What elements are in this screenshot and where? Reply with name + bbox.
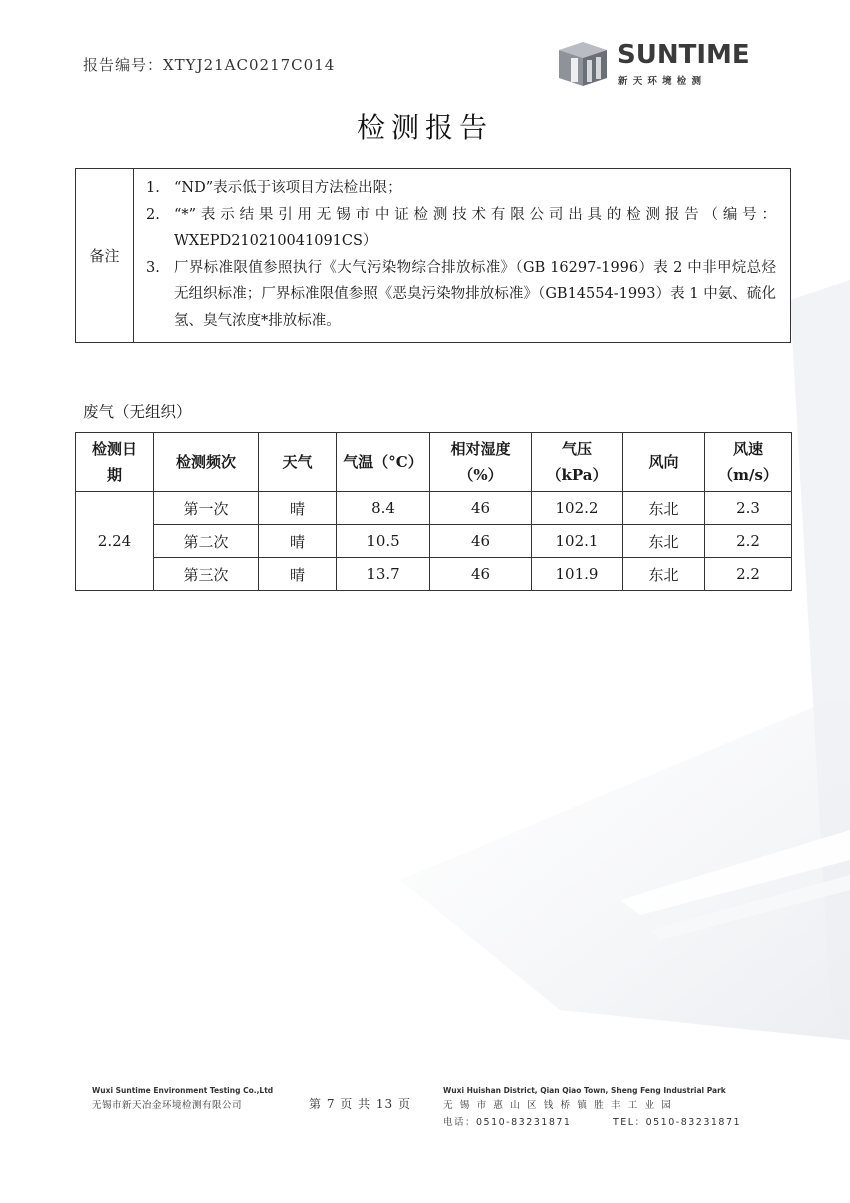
report-number: 报告编号：XTYJ21AC0217C014 [83, 56, 336, 74]
page-number: 第 7 页 共 13 页 [309, 1097, 411, 1111]
cell-pressure: 102.1 [532, 525, 623, 558]
cell-frequency: 第一次 [154, 492, 259, 525]
phone-line [443, 1114, 773, 1126]
header-frequency: 检测频次 [154, 433, 259, 492]
note-number: 1. [146, 180, 160, 196]
logo-subtext: 新天环境检测 [618, 76, 707, 87]
table-row [76, 558, 792, 591]
cell-pressure: 101.9 [532, 558, 623, 591]
company-name-en: Wuxi Suntime Environment Testing Co.,Ltd [92, 1086, 274, 1095]
header-humidity: 相对湿度 （%） [430, 433, 532, 492]
phone-en: TEL：0510-83231871 [613, 1117, 742, 1128]
cell-wind-speed: 2.2 [705, 525, 792, 558]
cell-weather: 晴 [259, 558, 337, 591]
suntime-logo-icon [555, 38, 613, 88]
cell-frequency: 第三次 [154, 558, 259, 591]
cell-wind-direction: 东北 [623, 525, 705, 558]
note-item-3 [146, 255, 776, 335]
note-number: 2. [146, 206, 160, 223]
table-row [76, 525, 792, 558]
cell-wind-direction: 东北 [623, 558, 705, 591]
cell-wind-direction: 东北 [623, 492, 705, 525]
cell-frequency: 第二次 [154, 525, 259, 558]
footer-address [443, 1086, 773, 1126]
cell-date: 2.24 [76, 492, 154, 591]
note-text: “ND”表示低于该项目方法检出限； [174, 180, 402, 196]
logo-text: SUNTIME [617, 40, 750, 70]
page-title: 检测报告 [356, 111, 493, 144]
company-name-cn: 无锡市新天冶金环境检测有限公司 [92, 1100, 243, 1111]
header-weather: 天气 [259, 433, 337, 492]
section-title: 废气（无组织） [83, 403, 192, 421]
table-header-row [76, 433, 792, 492]
header-wind-direction: 风向 [623, 433, 705, 492]
note-item-2 [146, 202, 776, 255]
cell-temperature: 10.5 [337, 525, 430, 558]
address-cn: 无锡市惠山区钱桥镇胜丰工业园 [443, 1100, 679, 1111]
header-temperature: 气温（°C） [337, 433, 430, 492]
note-number: 3. [146, 259, 160, 276]
notes-box [75, 168, 791, 343]
note-text: “*”表示结果引用无锡市中证检测技术有限公司出具的检测报告（编号：WXEPD210210041091CS） [174, 206, 776, 249]
header-pressure: 气压 （kPa） [532, 433, 623, 492]
table-row [76, 492, 792, 525]
cell-temperature: 8.4 [337, 492, 430, 525]
notes-label: 备注 [76, 169, 134, 342]
footer-company [92, 1086, 302, 1111]
cell-weather: 晴 [259, 525, 337, 558]
address-en: Wuxi Huishan District, Qian Qiao Town, Sheng Feng Industrial Park [443, 1086, 726, 1095]
cell-humidity: 46 [430, 525, 532, 558]
header-date: 检测日 期 [76, 433, 154, 492]
cell-pressure: 102.2 [532, 492, 623, 525]
cell-humidity: 46 [430, 492, 532, 525]
phone-cn: 电话：0510-83231871 [443, 1117, 572, 1128]
cell-wind-speed: 2.3 [705, 492, 792, 525]
header-wind-speed: 风速 （m/s） [705, 433, 792, 492]
notes-list [146, 175, 776, 334]
company-logo [555, 38, 770, 88]
cell-temperature: 13.7 [337, 558, 430, 591]
note-text: 厂界标准限值参照执行《大气污染物综合排放标准》（GB 16297-1996）表 2 中非甲烷总烃无组织标准；厂界标准限值参照《恶臭污染物排放标准》（GB14554-1993）表 1 中氨、硫化氢、臭气浓度*排放标准。 [174, 259, 776, 329]
cell-weather: 晴 [259, 492, 337, 525]
cell-humidity: 46 [430, 558, 532, 591]
note-item-1 [146, 175, 776, 202]
waste-gas-table [75, 432, 792, 591]
cell-wind-speed: 2.2 [705, 558, 792, 591]
